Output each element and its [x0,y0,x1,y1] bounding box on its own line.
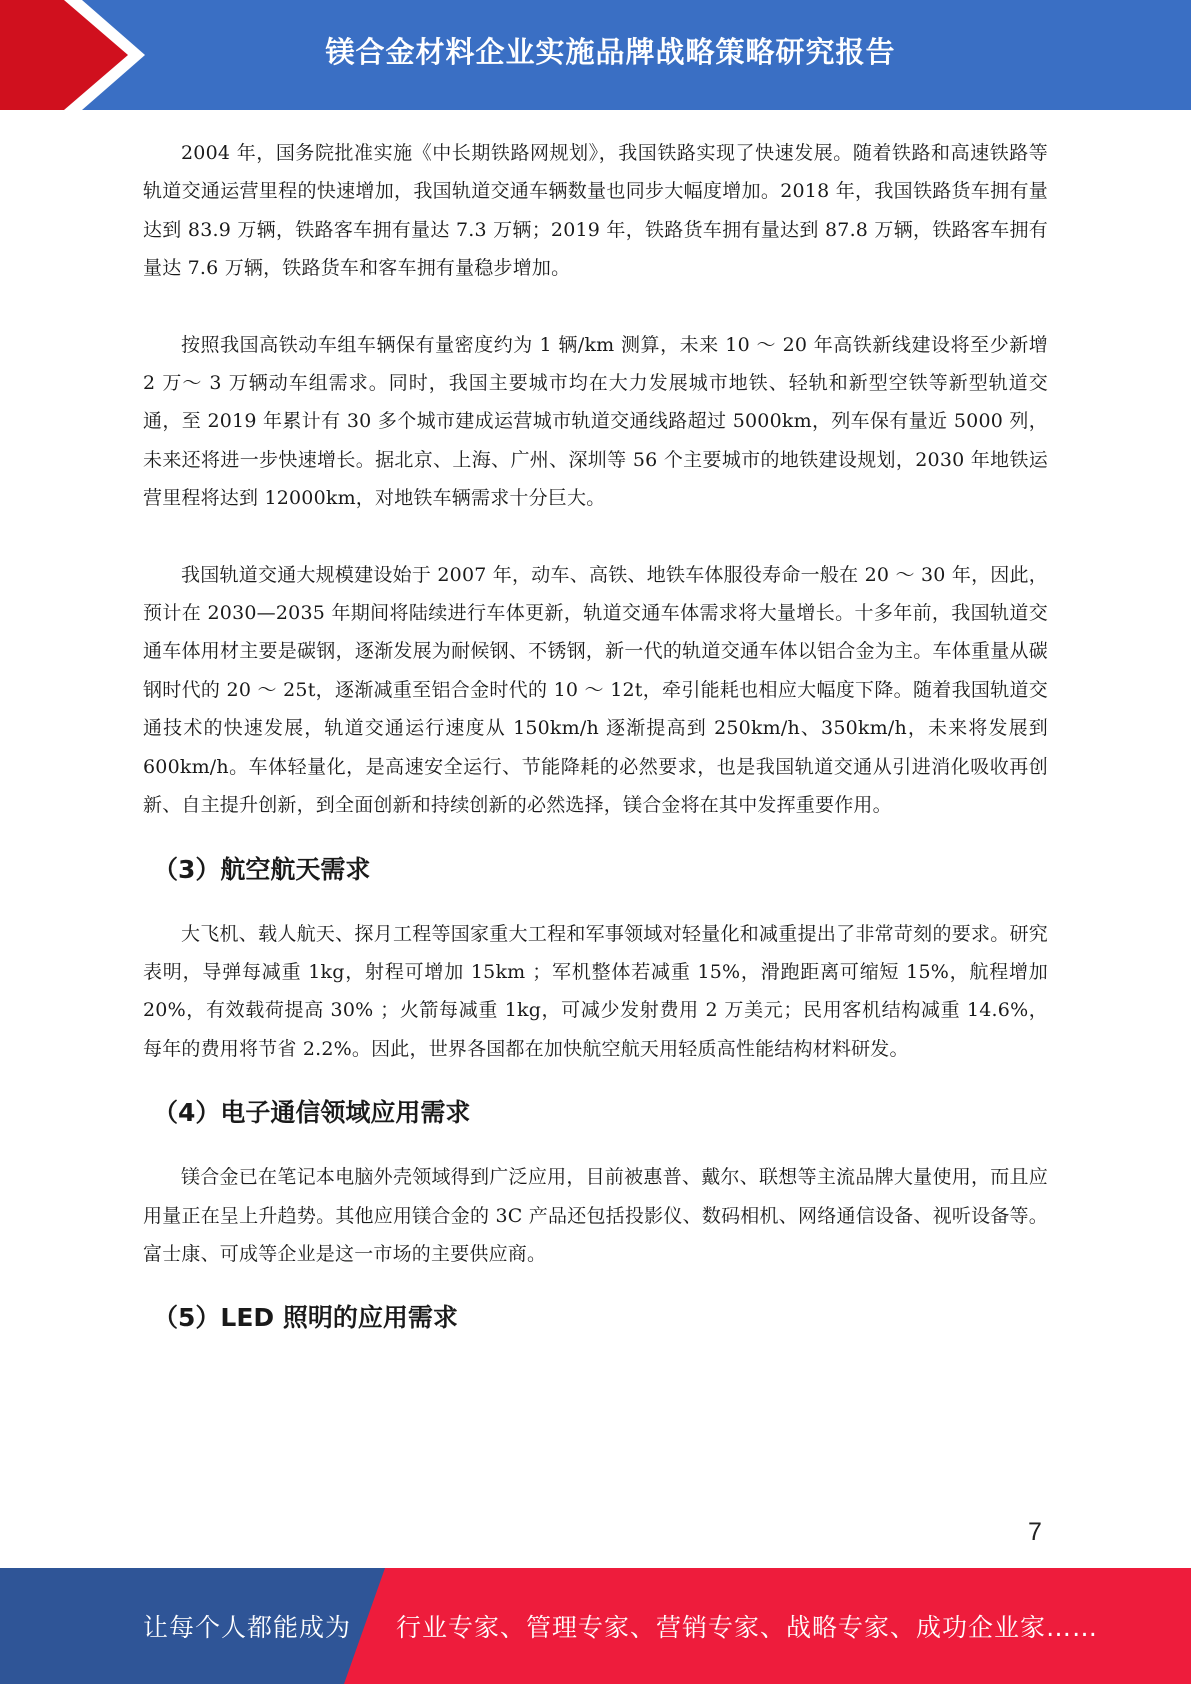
paragraph-aerospace: 大飞机、载人航天、探月工程等国家重大工程和军事领域对轻量化和减重提出了非常苛刻的要求。研究表明，导弹每减重 1kg，射程可增加 15km ；军机整体若减重 15%，滑跑距离可缩短 15%，航程增加 20%，有效载荷提高 30% ；火箭每减重 1kg，可减少发射费用 2 万美元；民用客机结构减重 14.6%，每年的费用将节省 2.2%。因此，世界各国都在加快航空航天用轻质高性能结构材料研发。 [143,922,1048,1060]
paragraph-high-speed-rail: 按照我国高铁动车组车辆保有量密度约为 1 辆/km 测算，未来 10 ～ 20 年高铁新线建设将至少新增 2 万～ 3 万辆动车组需求。同时，我国主要城市均在大力发展城市地铁、轻轨和新型空铁等新型轨道交通，至 2019 年累计有 30 多个城市建成运营城市轨道交通线路超过 5000km，列车保有量近 5000 列，未来还将进一步快速增长。据北京、上海、广州、深圳等 56 个主要城市的地铁建设规划，2030 年地铁运营里程将达到 12000km，对地铁车辆需求十分巨大。 [143,333,1048,510]
paragraph-railway-growth: 2004 年，国务院批准实施《中长期铁路网规划》，我国铁路实现了快速发展。随着铁路和高速铁路等轨道交通运营里程的快速增加，我国轨道交通车辆数量也同步大幅度增加。2018 年，我国铁路货车拥有量达到 83.9 万辆，铁路客车拥有量达 7.3 万辆；2019 年，铁路货车拥有量达到 87.8 万辆，铁路客车拥有量达 7.6 万辆，铁路货车和客车拥有量稳步增加。 [143,142,1048,280]
main-content [143,134,1048,1337]
page-footer [0,1568,1191,1684]
footer-slogan-left: 让每个人都能成为 [143,1613,352,1642]
report-title: 镁合金材料企业实施品牌战略策略研究报告 [325,34,896,69]
page-number: 7 [1028,1518,1042,1546]
heading-aerospace: （3）航空航天需求 [153,854,371,884]
paragraph-rail-body-update: 我国轨道交通大规模建设始于 2007 年，动车、高铁、地铁车体服役寿命一般在 20 ～ 30 年，因此，预计在 2030—2035 年期间将陆续进行车体更新，轨道交通车体需求将大量增长。十多年前，我国轨道交通车体用材主要是碳钢，逐渐发展为耐候钢、不锈钢，新一代的轨道交通车体以铝合金为主。车体重量从碳钢时代的 20 ～ 25t，逐渐减重至铝合金时代的 10 ～ 12t，牵引能耗也相应大幅度下降。随着我国轨道交通技术的快速发展，轨道交通运行速度从 150km/h 逐渐提高到 250km/h、350km/h，未来将发展到 600km/h。车体轻量化，是高速安全运行、节能降耗的必然要求，也是我国轨道交通从引进消化吸收再创新、自主提升创新，到全面创新和持续创新的必然选择，镁合金将在其中发挥重要作用。 [143,563,1048,817]
heading-led-lighting: （5）LED 照明的应用需求 [153,1303,458,1333]
page-header [0,0,1191,110]
paragraph-electronics: 镁合金已在笔记本电脑外壳领域得到广泛应用，目前被惠普、戴尔、联想等主流品牌大量使用，而且应用量正在呈上升趋势。其他应用镁合金的 3C 产品还包括投影仪、数码相机、网络通信设备、视听设备等。富士康、可成等企业是这一市场的主要供应商。 [143,1166,1048,1265]
footer-slogan-right: 行业专家、管理专家、营销专家、战略专家、成功企业家…… [396,1613,1099,1642]
heading-electronics: （4）电子通信领域应用需求 [153,1098,471,1128]
